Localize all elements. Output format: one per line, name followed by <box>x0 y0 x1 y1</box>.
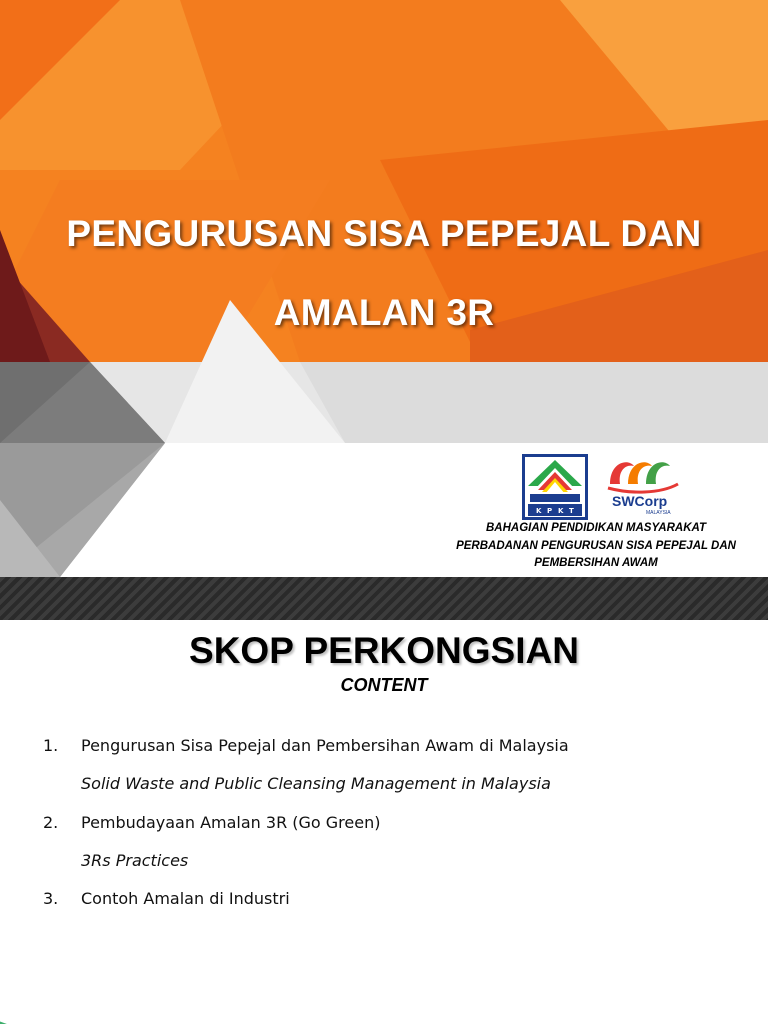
kpkt-letter-p: P <box>547 507 553 515</box>
list-item-translation: Solid Waste and Public Cleansing Management in Malaysia <box>81 774 551 793</box>
list-item-text: Contoh Amalan di Industri <box>81 889 290 908</box>
list-item-translation: 3Rs Practices <box>81 851 189 870</box>
slide-title-line-1: PENGURUSAN SISA PEPEJAL DAN <box>66 213 702 254</box>
content-slide <box>0 620 768 1024</box>
slide-title-line-2: AMALAN 3R <box>273 292 495 333</box>
org-line-2: PERBADANAN PENGURUSAN SISA PEPEJAL DAN <box>456 540 736 552</box>
list-item-number: 2. <box>43 813 59 832</box>
list-item-text: Pengurusan Sisa Pepejal dan Pembersihan Awam di Malaysia <box>81 736 569 755</box>
green-corner-accent <box>0 1010 90 1024</box>
swcorp-logo-sub: MALAYSIA <box>646 510 671 516</box>
swcorp-logo-text: SWCorp <box>612 493 668 509</box>
kpkt-letter-k2: K <box>558 507 564 515</box>
content-subtitle: CONTENT <box>340 675 428 695</box>
list-item-number: 1. <box>43 736 59 755</box>
kpkt-logo-icon <box>522 454 588 520</box>
kpkt-letter-t: T <box>569 507 574 515</box>
kpkt-letter-k: K <box>536 507 542 515</box>
list-item-text: Pembudayaan Amalan 3R (Go Green) <box>81 813 381 832</box>
org-line-3: PEMBERSIHAN AWAM <box>534 557 658 569</box>
org-line-1: BAHAGIAN PENDIDIKAN MASYARAKAT <box>486 522 706 534</box>
hatched-divider <box>0 577 768 620</box>
list-item-number: 3. <box>43 889 59 908</box>
content-title: SKOP PERKONGSIAN <box>189 630 579 671</box>
swcorp-logo-icon <box>600 454 682 516</box>
